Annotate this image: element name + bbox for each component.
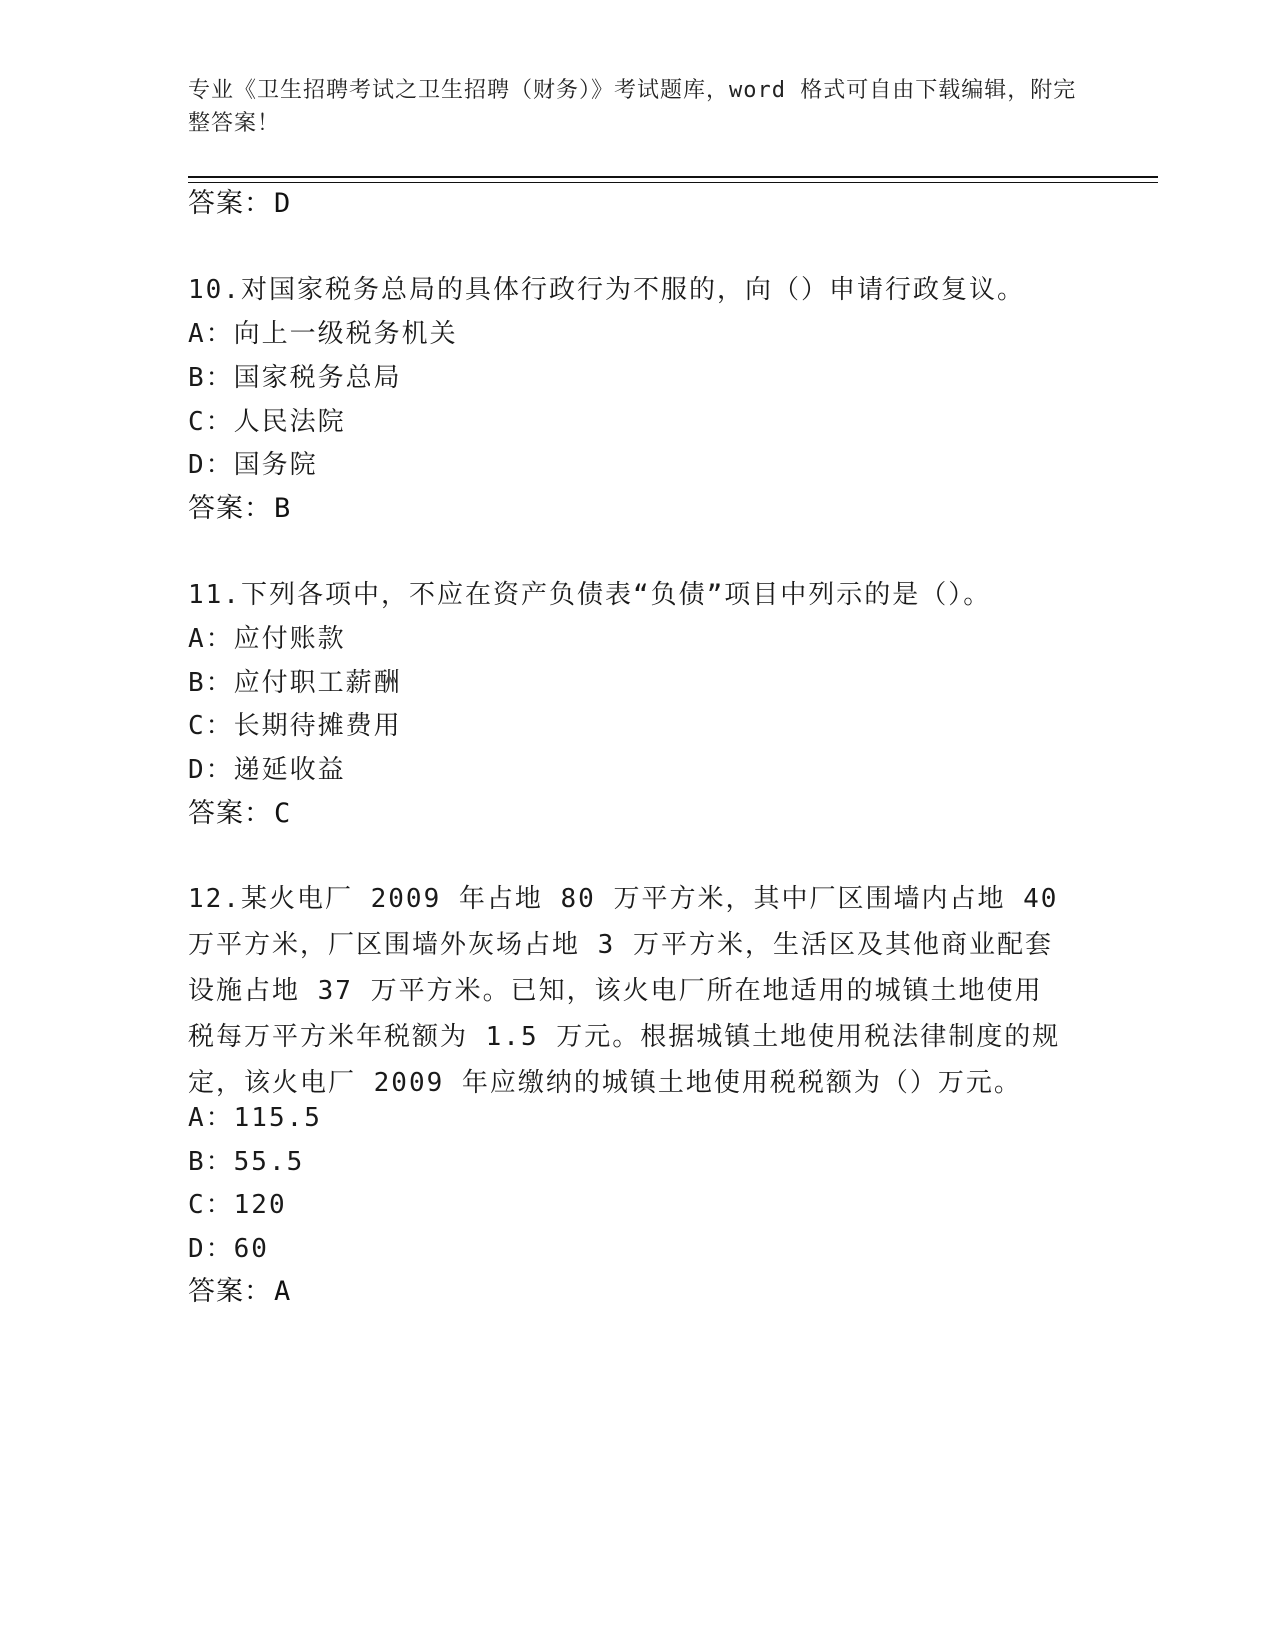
- option-d: D：国务院: [188, 450, 318, 480]
- option-a: A：向上一级税务机关: [188, 319, 458, 349]
- option-c: C：长期待摊费用: [188, 711, 402, 741]
- answer-value: B: [274, 493, 292, 524]
- answer-line: [188, 1274, 291, 1310]
- answer-value: A: [274, 1276, 292, 1307]
- option-d: D：递延收益: [188, 755, 346, 785]
- document-intro: 专业《卫生招聘考试之卫生招聘（财务）》考试题库，word 格式可自由下载编辑，附完整答案！: [188, 78, 1077, 136]
- option-a: A：应付账款: [188, 624, 346, 654]
- answer-line: [188, 796, 291, 832]
- answer-label: 答案：: [188, 493, 272, 524]
- question-stem: 12.某火电厂 2009 年占地 80 万平方米，其中厂区围墙内占地 40 万平方米，厂区围墙外灰场占地 3 万平方米，生活区及其他商业配套设施占地 37 万平方米。已知，该火电厂所在地适用的城镇土地使用税每万平方米年税额为 1.5 万元。根据城镇土地使用税法律制度的规定，该火电厂 2009 年应缴纳的城镇土地使用税税额为（）万元。: [188, 884, 1061, 1098]
- answer-value: D: [274, 188, 292, 219]
- answer-label: 答案：: [188, 188, 272, 219]
- option-b: B：55.5: [188, 1147, 305, 1177]
- answer-label: 答案：: [188, 1276, 272, 1307]
- answer-line: [188, 491, 291, 527]
- option-c: C：120: [188, 1190, 287, 1220]
- option-b: B：国家税务总局: [188, 363, 402, 393]
- option-b: B：应付职工薪酬: [188, 668, 402, 698]
- header-divider-thin: [188, 182, 1158, 183]
- answer-value: C: [274, 798, 292, 829]
- question-stem: 11.下列各项中，不应在资产负债表“负债”项目中列示的是（）。: [188, 580, 992, 610]
- option-d: D：60: [188, 1234, 269, 1264]
- option-a: A：115.5: [188, 1103, 322, 1133]
- option-c: C：人民法院: [188, 407, 346, 437]
- question-stem: 10.对国家税务总局的具体行政行为不服的，向（）申请行政复议。: [188, 275, 1025, 305]
- answer-line: [188, 186, 291, 222]
- header-divider-thick: [188, 176, 1158, 178]
- answer-label: 答案：: [188, 798, 272, 829]
